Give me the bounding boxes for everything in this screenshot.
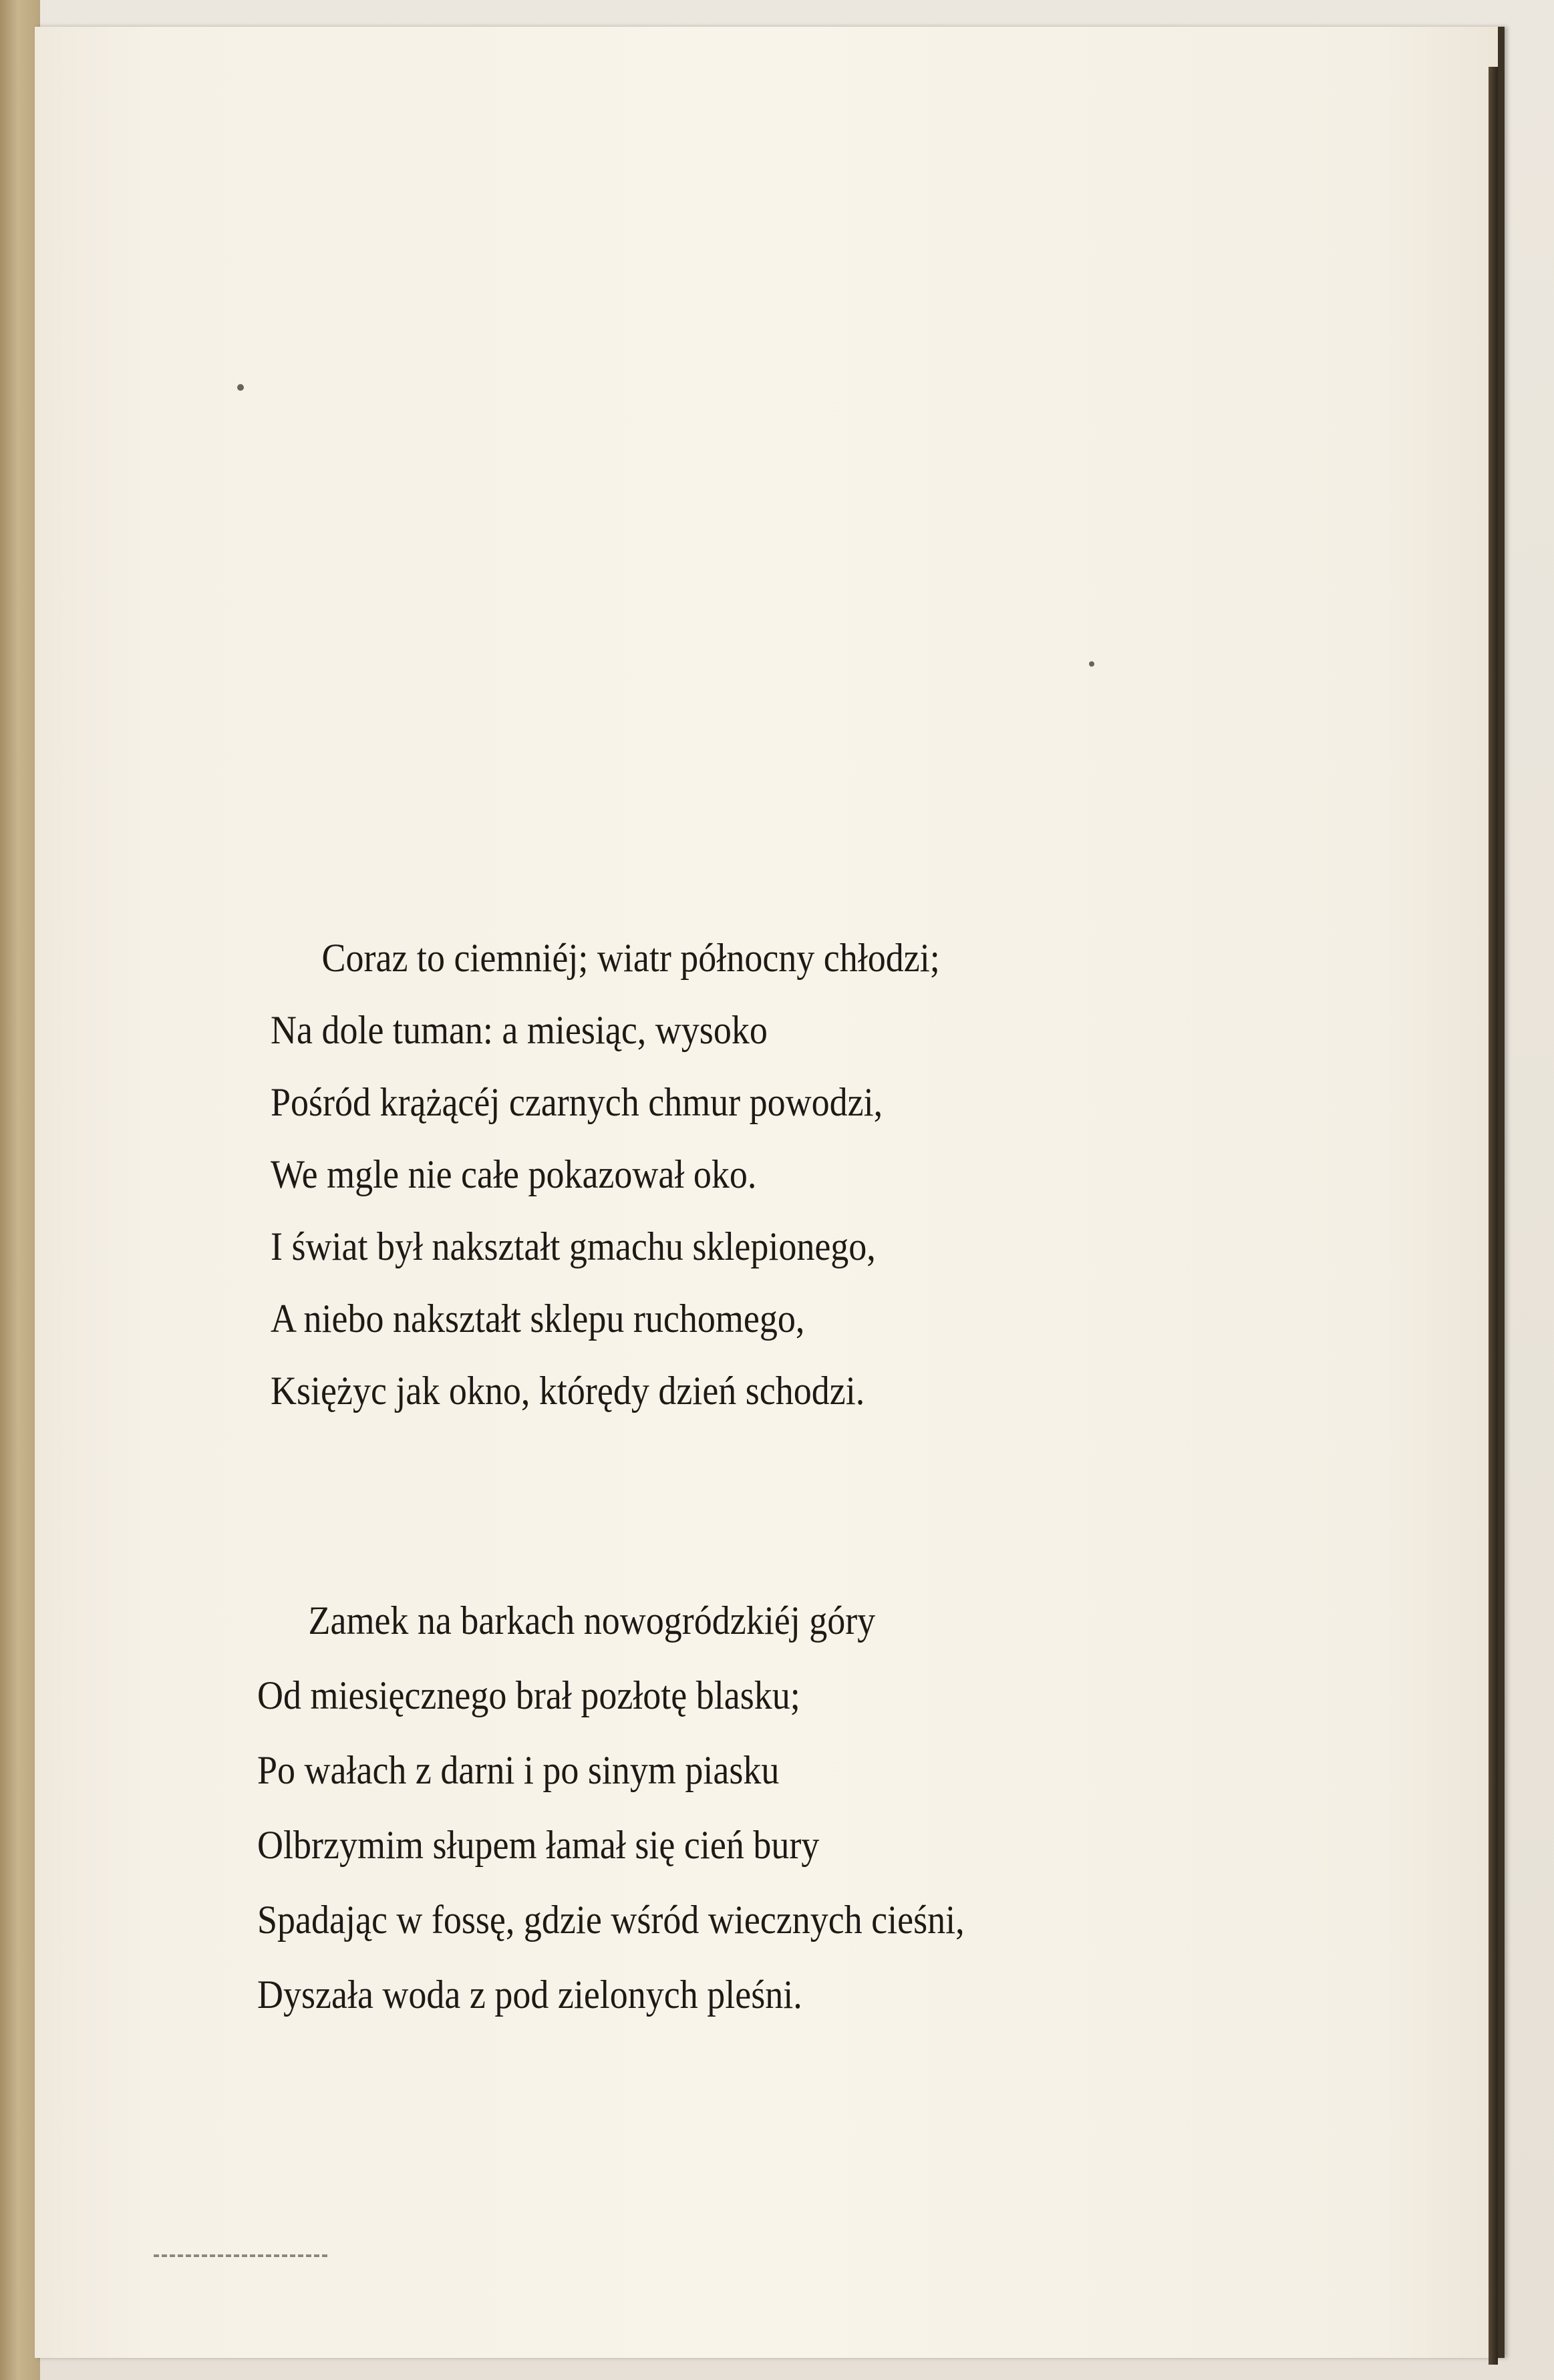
verse-line: Na dole tuman: a miesiąc, wysoko [271,1008,768,1052]
verse-line: We mgle nie całe pokazował oko. [271,1152,757,1196]
paper-speck [1089,661,1094,667]
stanza-2 [257,1583,965,2032]
verse-line: Coraz to ciemniéj; wiatr północny chłodzi; [321,936,940,980]
verse-line: Od miesięcznego brał pozłotę blasku; [257,1673,800,1717]
verse-line: Pośród krążącéj czarnych chmur powodzi, [271,1080,883,1124]
book-cover-edge [0,0,40,2380]
stanza-1 [271,922,940,1427]
verse-line: Po wałach z darni i po sinym piasku [257,1748,780,1792]
paper-speck [237,384,244,391]
verse-line: Księżyc jak okno, którędy dzień schodzi. [271,1369,865,1413]
page-fore-edge [1489,67,1498,2365]
verse-line: Spadając w fossę, gdzie wśród wiecznych cieśni, [257,1898,965,1942]
verse-line: Dyszała woda z pod zielonych pleśni. [257,1973,802,2017]
footer-marks [154,2254,327,2261]
verse-line: A niebo nakształt sklepu ruchomego, [271,1297,805,1341]
verse-line: Olbrzymim słupem łamał się cień bury [257,1823,820,1867]
verse-line: I świat był nakształt gmachu sklepionego, [271,1224,876,1268]
verse-line: Zamek na barkach nowogródzkiéj góry [308,1598,876,1643]
